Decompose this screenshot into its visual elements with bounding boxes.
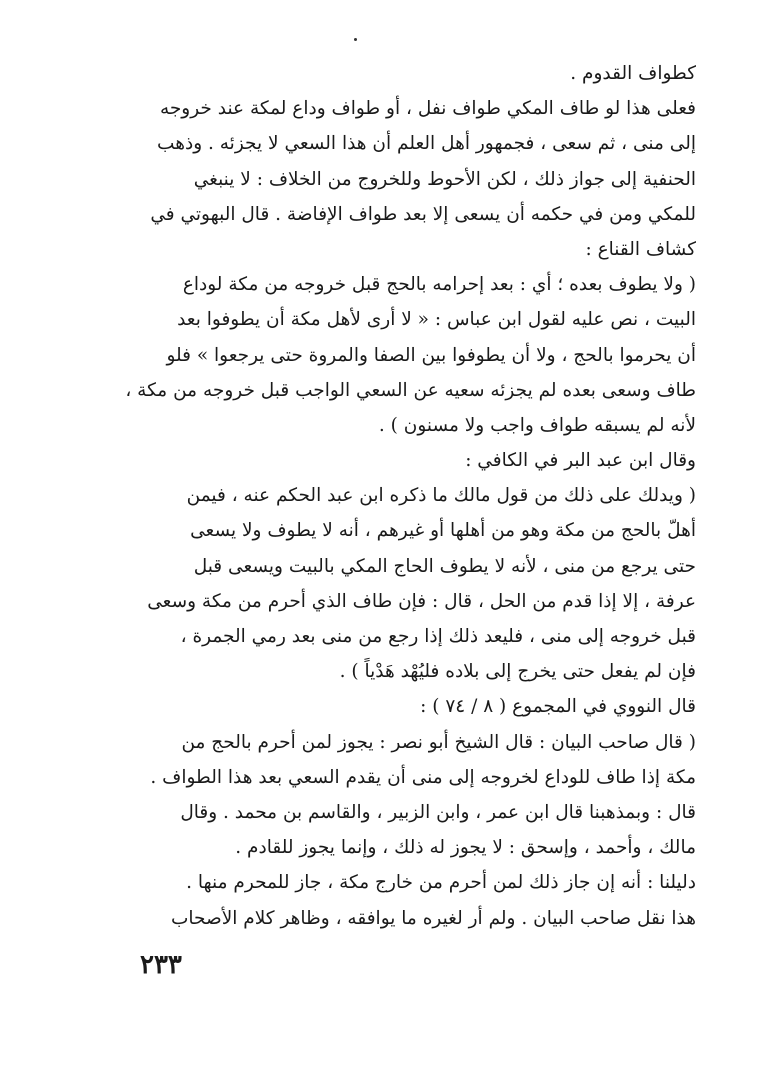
text-line: البيت ، نص عليه لقول ابن عباس : « لا أرى لأهل مكة أن يطوفوا بعد [177,309,696,331]
text-line: قبل خروجه إلى منى ، فليعد ذلك إذا رجع من منى بعد رمي الجمرة ، [180,626,696,647]
text-line: كطواف القدوم . [570,63,696,84]
text-line: ( قال صاحب البيان : قال الشيخ أبو نصر : يجوز لمن أحرم بالحج من [181,731,696,753]
text-line: ( ولا يطوف بعده ؛ أي : بعد إحرامه بالحج قبل خروجه من مكة لوداع [182,274,696,296]
text-line: فإن لم يفعل حتى يخرج إلى بلاده فليُهْد هَدْياً ) . [339,661,696,683]
text-line: دليلنا : أنه إن جاز ذلك لمن أحرم من خارج مكة ، جاز للمحرم منها . [186,872,696,894]
text-line: وقال ابن عبد البر في الكافي : [465,450,696,472]
text-line: للمكي ومن في حكمه أن يسعى إلا بعد طواف الإفاضة . قال البهوتي في [150,203,696,225]
body-text [62,56,696,936]
text-line: ( ويدلك على ذلك من قول مالك ما ذكره ابن عبد الحكم عنه ، فيمن [186,485,696,507]
text-line: قال : وبمذهبنا قال ابن عمر ، وابن الزبير ، والقاسم بن محمد . وقال [180,801,696,823]
text-line: هذا نقل صاحب البيان . ولم أر لغيره ما يوافقه ، وظاهر كلام الأصحاب [170,907,696,929]
text-line: فعلى هذا لو طاف المكي طواف نفل ، أو طواف وداع لمكة عند خروجه [159,98,696,120]
stray-mark [354,38,357,41]
text-line: مالك ، وأحمد ، وإسحق : لا يجوز له ذلك ، وإنما يجوز للقادم . [235,837,696,859]
text-line: إلى منى ، ثم سعى ، فجمهور أهل العلم أن هذا السعي لا يجزئه . وذهب [157,133,696,155]
page-number: ٢٣٣ [140,950,182,980]
text-line: قال النووي في المجموع ( ٨ / ٧٤ ) : [420,696,696,718]
text-line: مكة إذا طاف للوداع لخروجه إلى منى أن يقدم السعي بعد هذا الطواف . [150,766,696,788]
text-line: لأنه لم يسبقه طواف واجب ولا مسنون ) . [378,414,696,436]
text-line: عرفة ، إلا إذا قدم من الحل ، قال : فإن طاف الذي أحرم من مكة وسعى [147,590,696,612]
text-line: أن يحرموا بالحج ، ولا أن يطوفوا بين الصفا والمروة حتى يرجعوا » فلو [166,344,696,366]
text-line: طاف وسعى بعده لم يجزئه سعيه عن السعي الواجب قبل خروجه من مكة ، [125,379,696,401]
text-line: أهلّ بالحج من مكة وهو من أهلها أو غيرهم ، أنه لا يطوف ولا يسعى [190,520,696,542]
text-line: كشاف القناع : [585,238,696,260]
text-line: الحنفية إلى جواز ذلك ، لكن الأحوط وللخروج من الخلاف : لا ينبغي [193,168,696,190]
text-line: حتى يرجع من منى ، لأنه لا يطوف الحاج المكي بالبيت ويسعى قبل [193,555,696,577]
